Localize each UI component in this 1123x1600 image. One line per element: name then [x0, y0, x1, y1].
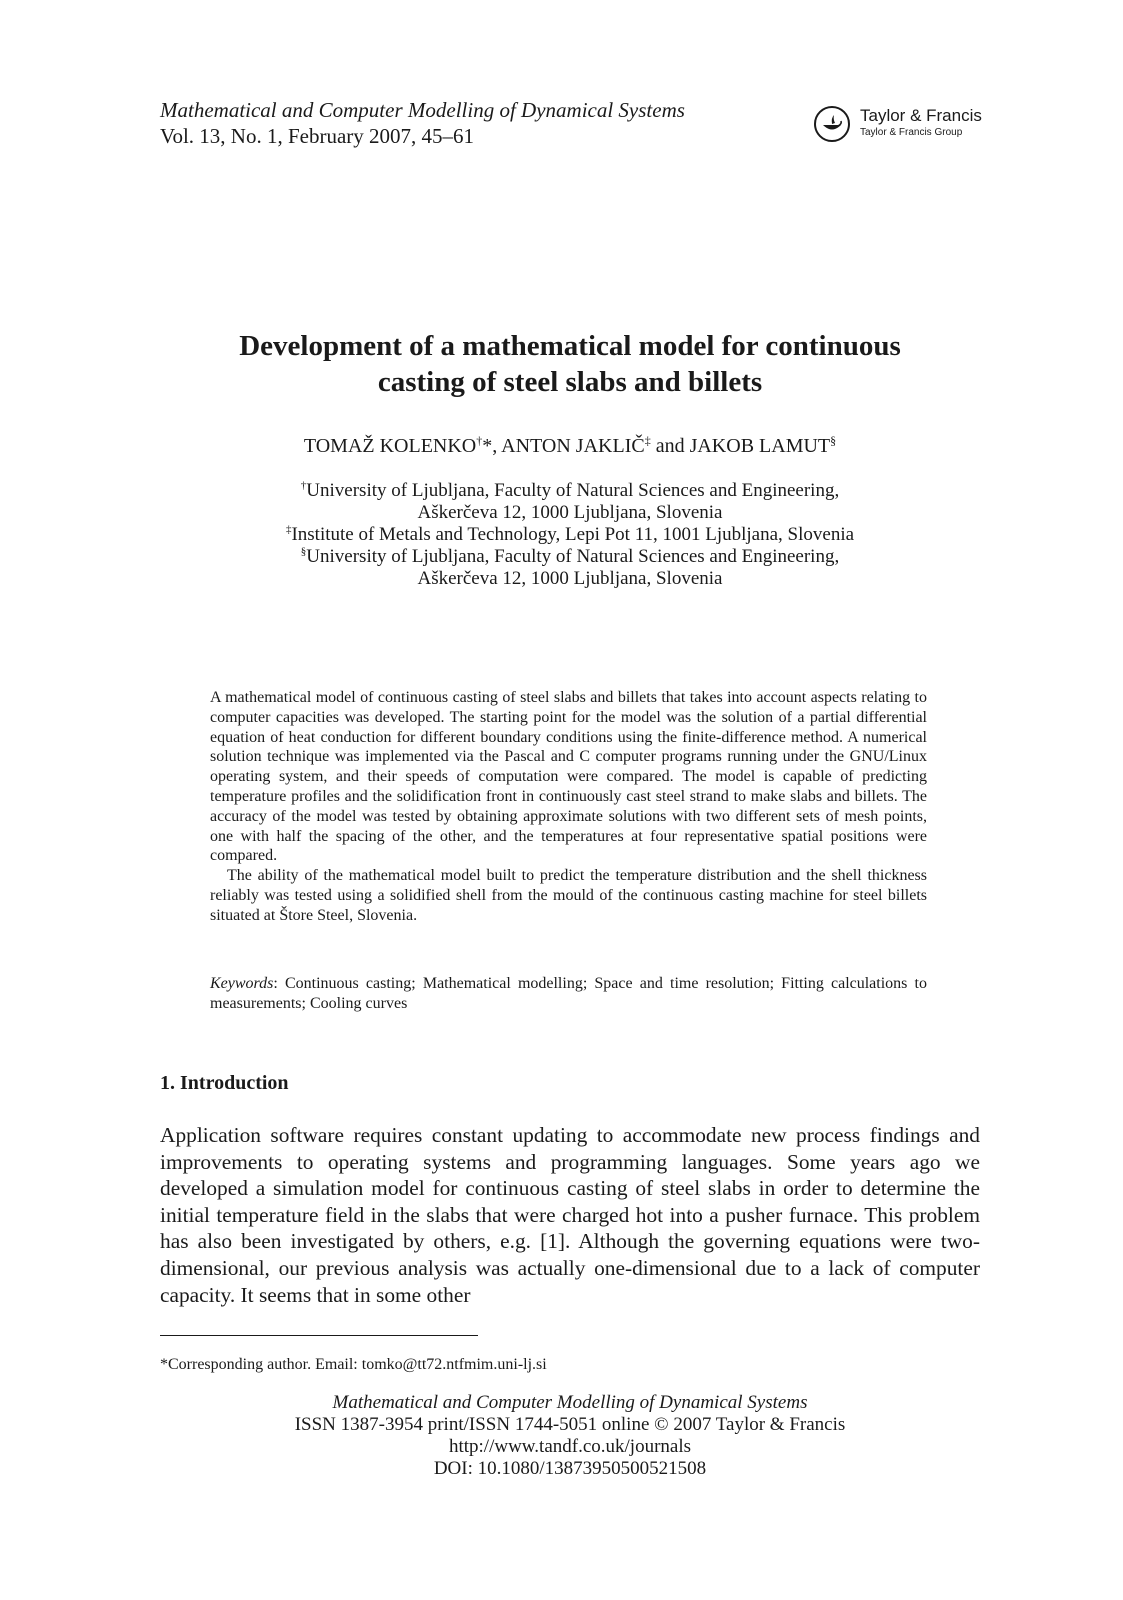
- abstract-paragraph: The ability of the mathematical model built to predict the temperature distribution and the shell thickness reliably was tested using a solidified shell from the mould of the continuous casting machine for steel billets situated at Štore Steel, Slovenia.: [210, 867, 927, 924]
- author-mark: ‡: [644, 433, 651, 448]
- section-heading: 1. Introduction: [160, 1072, 289, 1094]
- keywords-text: : Continuous casting; Mathematical modelling; Space and time resolution; Fitting calculations to measurements; Cooling curves: [210, 975, 927, 1012]
- abstract: [210, 688, 927, 926]
- affiliations: [160, 480, 980, 590]
- author-separator: *,: [482, 435, 502, 457]
- author-name: ANTON JAKLIČ: [501, 435, 645, 457]
- footnote-divider: [160, 1335, 478, 1336]
- journal-footer: [160, 1392, 980, 1480]
- abstract-paragraph: A mathematical model of continuous casting of steel slabs and billets that takes into account aspects relating to computer capacities was developed. The starting point for the model was the solution of a partial differential equation of heat conduction for different boundary conditions using the finite-difference method. A numerical solution technique was implemented via the Pascal and C computer programs running under the GNU/Linux operating system, and their speeds of computation were compared. The model is capable of predicting temperature profiles and the solidification front in continuously cast steel strand to make slabs and billets. The accuracy of the model was tested by obtaining approximate solutions with two different sets of mesh points, one with half the spacing of the other, and the temperatures at four representative spatial positions were compared.: [210, 689, 927, 865]
- footer-issn: ISSN 1387-3954 print/ISSN 1744-5051 online © 2007 Taylor & Francis: [294, 1414, 846, 1435]
- introduction-text: [160, 1122, 980, 1308]
- logo-group: Taylor & Francis Group: [860, 127, 963, 138]
- affiliation-line: Aškerčeva 12, 1000 Ljubljana, Slovenia: [417, 502, 723, 523]
- logo-brand: Taylor & Francis: [860, 106, 982, 125]
- author-mark: †: [476, 433, 483, 448]
- body-paragraph: Application software requires constant updating to accommodate new process findings and improvements to operating systems and programming languages. Some years ago we developed a simulation model for continuous casting of steel slabs in order to determine the initial temperature field in the slabs that were charged hot into a pusher furnace. This problem has also been investigated by others, e.g. [1]. Although the governing equations were two-dimensional, our previous analysis was actually one-dimensional due to a lack of computer capacity. It seems that in some other: [160, 1123, 980, 1307]
- running-header: [160, 97, 685, 149]
- journal-name: Mathematical and Computer Modelling of Dynamical Systems: [160, 98, 685, 122]
- publisher-logo: [814, 104, 994, 146]
- author-separator: and: [650, 435, 690, 457]
- keywords: [210, 974, 927, 1014]
- affiliation-mark: §: [300, 545, 307, 558]
- footnote: *Corresponding author. Email: tomko@tt72.ntfmim.uni-lj.si: [160, 1356, 547, 1373]
- article-title: [160, 328, 980, 400]
- footer-doi: DOI: 10.1080/13873950500521508: [433, 1458, 707, 1479]
- title-line-2: casting of steel slabs and billets: [377, 366, 763, 398]
- affiliation-line: †University of Ljubljana, Faculty of Natural Sciences and Engineering,: [300, 479, 840, 501]
- keywords-label: Keywords: [210, 975, 274, 992]
- affiliation-mark: †: [300, 479, 307, 492]
- footer-url: http://www.tandf.co.uk/journals: [448, 1436, 692, 1457]
- citation: Vol. 13, No. 1, February 2007, 45–61: [160, 124, 475, 148]
- lamp-icon: [814, 106, 850, 142]
- author-list: [160, 433, 980, 459]
- author-name: JAKOB LAMUT: [689, 435, 831, 457]
- affiliation-mark: ‡: [285, 523, 292, 536]
- author-name: TOMAŽ KOLENKO: [303, 435, 477, 457]
- affiliation-line: Aškerčeva 12, 1000 Ljubljana, Slovenia: [417, 568, 723, 589]
- affiliation-line: §University of Ljubljana, Faculty of Natural Sciences and Engineering,: [300, 545, 840, 567]
- affiliation-line: ‡Institute of Metals and Technology, Lepi Pot 11, 1001 Ljubljana, Slovenia: [285, 523, 855, 545]
- author-mark: §: [830, 433, 837, 448]
- footer-journal: Mathematical and Computer Modelling of Dynamical Systems: [332, 1392, 808, 1413]
- title-line-1: Development of a mathematical model for continuous: [239, 330, 901, 362]
